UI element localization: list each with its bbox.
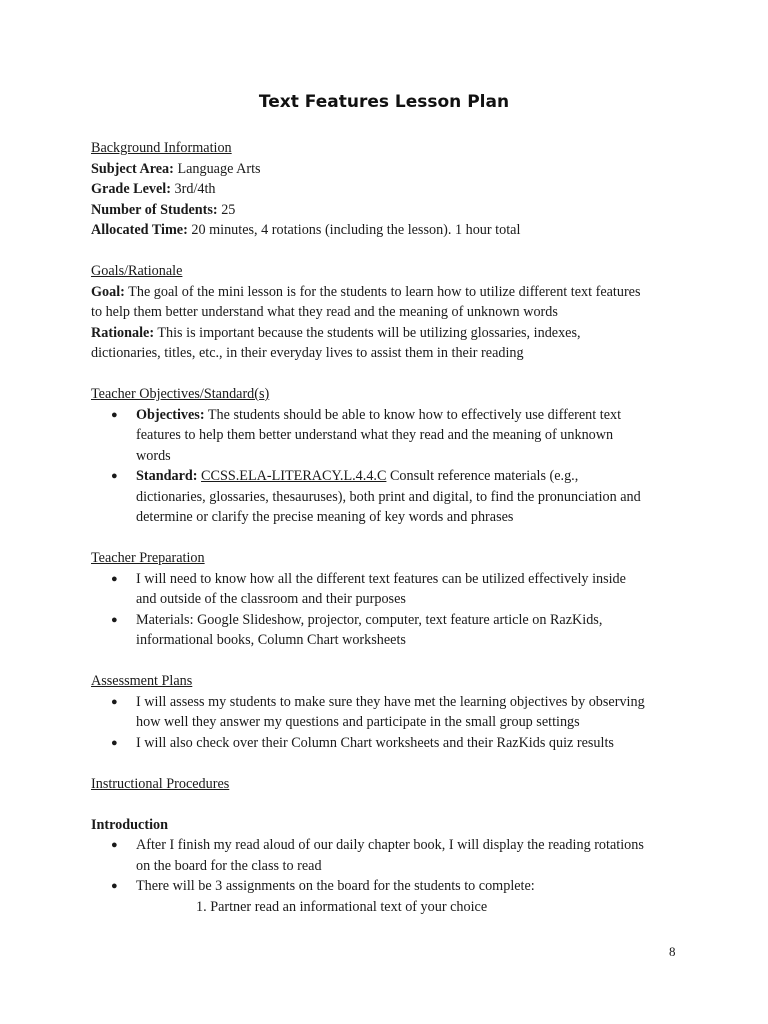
standard-label: Standard:	[136, 468, 198, 484]
time-line	[91, 220, 691, 241]
spacer	[91, 794, 691, 815]
list-item: ● I will assess my students to make sure they have met the learning objectives by observing how well they answer my questions and participate in the small group settings	[111, 693, 645, 730]
section-heading-preparation: Teacher Preparation	[91, 550, 205, 566]
subject-area-value: Language Arts	[173, 160, 261, 177]
objectives-text-2: features to help them better understand what they read and the meaning of unknown	[136, 427, 614, 443]
spacer	[91, 528, 691, 549]
spacer	[91, 241, 691, 262]
rationale-text: This is important because the students will be utilizing glossaries, indexes,	[154, 324, 581, 341]
subject-area-line	[91, 159, 691, 180]
spacer	[91, 364, 691, 385]
numbered-item: 1. Partner read an informational text of your choice	[196, 898, 488, 915]
bullet-icon: ●	[111, 839, 118, 851]
students-line	[91, 200, 691, 221]
rationale-label: Rationale:	[91, 324, 155, 341]
goal-text: The goal of the mini lesson is for the students to learn how to utilize different text features	[124, 283, 641, 300]
list-item-standard	[91, 466, 691, 528]
goal-line-2: to help them better understand what they read and the meaning of unknown words	[91, 304, 558, 320]
grade-level-line	[91, 179, 691, 200]
section-heading-objectives: Teacher Objectives/Standard(s)	[91, 386, 270, 402]
subject-area-label: Subject Area:	[91, 160, 174, 177]
goal-line	[91, 282, 691, 303]
page-number: 8	[669, 944, 676, 959]
rationale-line-2: dictionaries, titles, etc., in their everyday lives to assist them in their reading	[91, 345, 524, 361]
list-item: ● I will need to know how all the different text features can be utilized effectively inside and outside of the classroom and their purposes	[111, 570, 626, 607]
students-value: 25	[217, 201, 236, 218]
section-heading-goals: Goals/Rationale	[91, 263, 183, 279]
list-item: ● There will be 3 assignments on the board for the students to complete:	[91, 876, 691, 897]
standard-link[interactable]: CCSS.ELA-LITERACY.L.4.4.C	[201, 468, 387, 484]
spacer	[91, 651, 691, 672]
list-item-objectives	[91, 405, 691, 467]
grade-level-value: 3rd/4th	[170, 181, 216, 197]
bullet-icon: ●	[111, 695, 118, 708]
rationale-line	[91, 323, 691, 344]
bullet-icon: ●	[111, 613, 118, 626]
bullet-icon: ●	[111, 572, 118, 585]
students-label: Number of Students:	[91, 201, 218, 218]
introduction-heading: Introduction	[91, 816, 168, 833]
grade-level-label: Grade Level:	[91, 181, 171, 197]
section-heading-procedures: Instructional Procedures	[91, 775, 230, 792]
list-item: ● I will also check over their Column Chart worksheets and their RazKids quiz results	[91, 733, 691, 754]
goal-label: Goal:	[91, 283, 125, 300]
standard-text: Consult reference materials (e.g.,	[386, 468, 579, 484]
bullet-icon: ●	[111, 880, 118, 892]
time-label: Allocated Time:	[91, 222, 188, 238]
bullet-icon: ●	[111, 470, 118, 482]
list-item: ● After I finish my read aloud of our daily chapter book, I will display the reading rotations on the board for the class to read	[111, 837, 644, 874]
time-value: 20 minutes, 4 rotations (including the lesson). 1 hour total	[187, 222, 521, 238]
bullet-icon: ●	[111, 408, 118, 421]
standard-text-3: determine or clarify the precise meaning of key words and phrases	[136, 509, 514, 525]
objectives-text: The students should be able to know how to effectively use different text	[204, 406, 622, 423]
section-heading-assessment: Assessment Plans	[91, 673, 193, 689]
bullet-icon: ●	[111, 736, 118, 749]
objectives-label: Objectives:	[136, 406, 205, 423]
standard-text-2: dictionaries, glossaries, thesauruses), both print and digital, to find the pronunciation and	[136, 488, 641, 505]
page-title: Text Features Lesson Plan	[258, 92, 510, 112]
spacer	[91, 753, 691, 774]
document-body	[91, 138, 691, 917]
list-item: ● Materials: Google Slideshow, projector, computer, text feature article on RazKids, informational books, Column Chart worksheets	[111, 611, 603, 648]
section-heading-background: Background Information	[91, 140, 232, 156]
objectives-text-3: words	[136, 447, 171, 464]
